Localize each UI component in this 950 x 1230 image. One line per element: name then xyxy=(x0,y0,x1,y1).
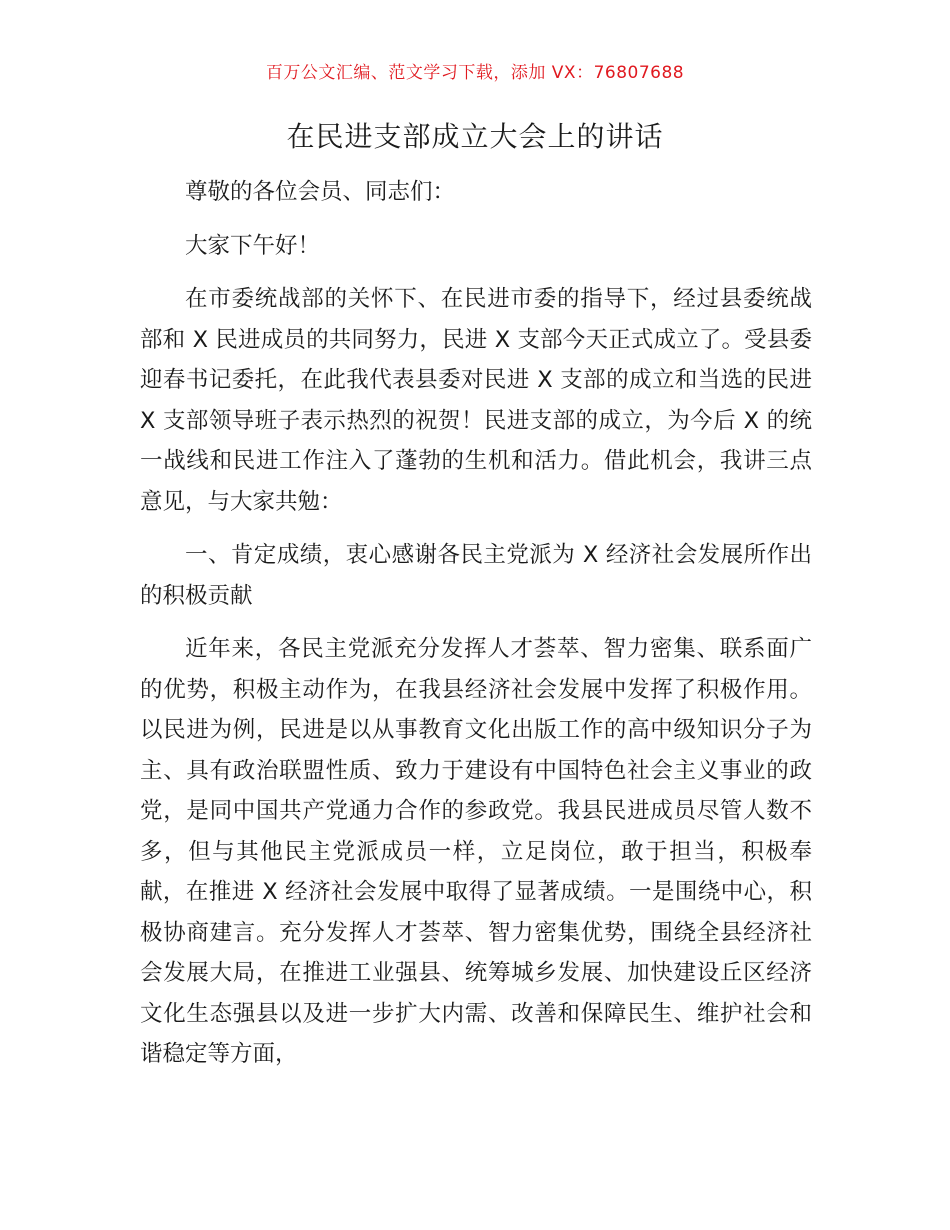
paragraph: 近年来，各民主党派充分发挥人才荟萃、智力密集、联系面广的优势，积极主动作为，在我县经济社会发展中发挥了积极作用。以民进为例，民进是以从事教育文化出版工作的高中级知识分子为主、具有政治联盟性质、致力于建设有中国特色社会主义事业的政党，是同中国共产党通力合作的参政党。我县民进成员尽管人数不多，但与其他民主党派成员一样，立足岗位，敢于担当，积极奉献，在推进 X 经济社会发展中取得了显著成绩。一是围绕中心，积极协商建言。充分发挥人才荟萃、智力密集优势，围绕全县经济社会发展大局，在推进工业强县、统筹城乡发展、加快建设丘区经济文化生态强县以及进一步扩大内需、改善和保障民生、维护社会和谐稳定等方面， xyxy=(140,636,812,1067)
paragraph: 在市委统战部的关怀下、在民进市委的指导下，经过县委统战部和 X 民进成员的共同努力，民进 X 支部今天正式成立了。受县委迎春书记委托，在此我代表县委对民进 X 支部的成立和当选的民进 X 支部领导班子表示热烈的祝贺！民进支部的成立，为今后 X 的统一战线和民进工作注入了蓬勃的生机和活力。借此机会，我讲三点意见，与大家共勉： xyxy=(140,286,812,515)
document-body xyxy=(140,172,812,1088)
document-title: 在民进支部成立大会上的讲话 xyxy=(286,120,664,153)
section-heading: 一、肯定成绩，衷心感谢各民主党派为 X 经济社会发展所作出的积极贡献 xyxy=(140,542,812,609)
salutation: 尊敬的各位会员、同志们： xyxy=(185,179,456,205)
watermark-header: 百万公文汇编、范文学习下载，添加 VX：76807688 xyxy=(265,63,685,83)
greeting: 大家下午好！ xyxy=(185,232,321,259)
